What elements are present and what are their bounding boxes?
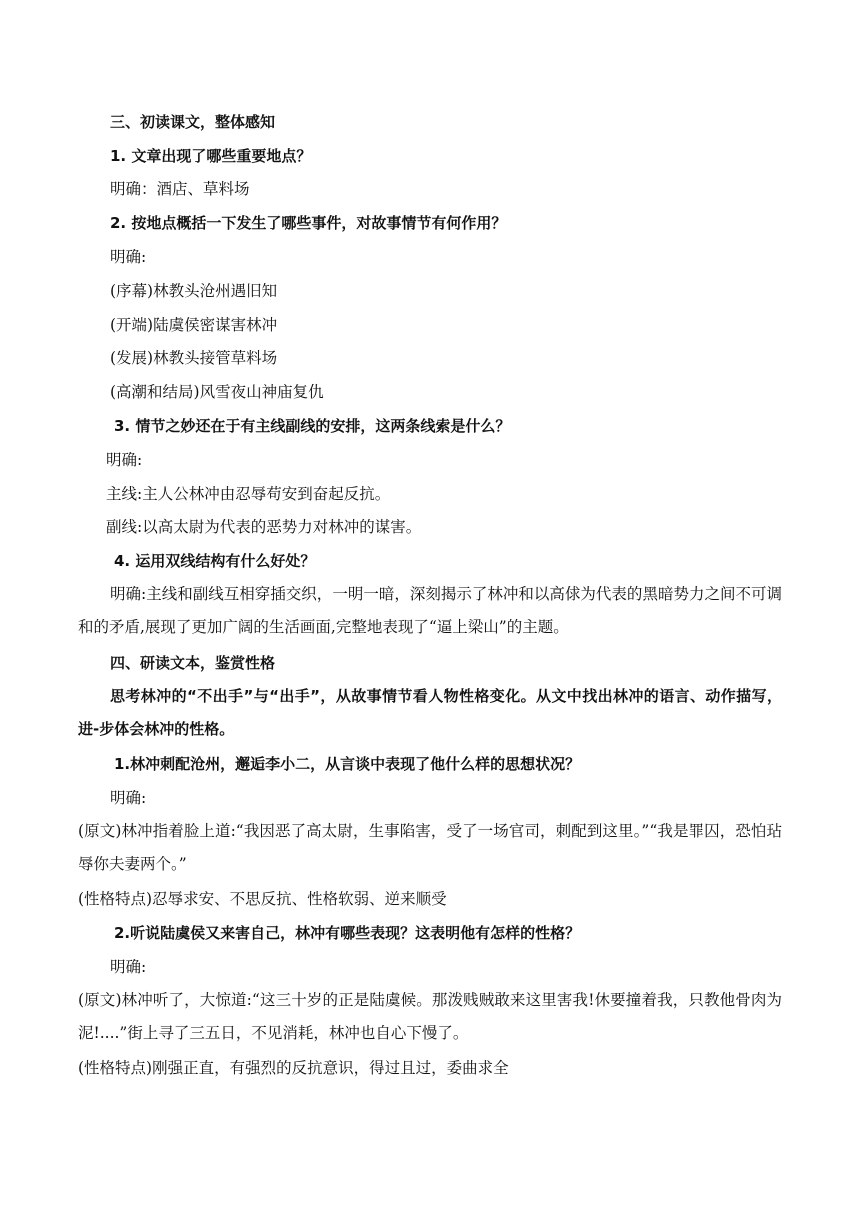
section4-answer-1-label: 明确: <box>110 789 147 807</box>
question-1: 1. 文章出现了哪些重要地点？ <box>110 147 312 165</box>
event-item: (高潮和结局)风雪夜山神庙复仇 <box>110 383 324 401</box>
section4-answer-2-trait: (性格特点)刚强正直，有强烈的反抗意识，得过且过，委曲求全 <box>78 1059 509 1077</box>
question-2: 2. 按地点概括一下发生了哪些事件，对故事情节有何作用？ <box>110 214 507 232</box>
section4-heading: 四、研读文本，鉴赏性格 <box>110 654 276 672</box>
answer-4: 明确:主线和副线互相穿插交织，一明一暗，深刻揭示了林冲和以高俅为代表的黑暗势力之间不可调和的矛盾,展现了更加广阔的生活画面,完整地表现了“逼上梁山”的主题。 <box>78 585 782 636</box>
section4-question-2: 2.听说陆虞侯又来害自己，林冲有哪些表现？这表明他有怎样的性格？ <box>114 924 581 942</box>
section4-intro: 思考林冲的“不出手”与“出手”，从故事情节看人物性格变化。从文中找出林冲的语言、动作描写，进-步体会林冲的性格。 <box>78 687 782 738</box>
answer-3-label: 明确: <box>106 451 143 469</box>
sub-line-text: 副线:以高太尉为代表的恶势力对林冲的谋害。 <box>106 518 422 536</box>
event-item: (开端)陆虞侯密谋害林冲 <box>110 316 278 334</box>
question-4: 4. 运用双线结构有什么好处？ <box>114 552 316 570</box>
answer-1: 明确：酒店、草料场 <box>110 180 250 198</box>
section4-answer-1-original: (原文)林冲指着脸上道:“我因恶了高太尉，生事陷害，受了一场官司，刺配到这里。”“我是罪囚，恐怕玷辱你夫妻两个。” <box>78 822 782 873</box>
question-3: 3. 情节之妙还在于有主线副线的安排，这两条线索是什么？ <box>114 417 511 435</box>
main-line-text: 主线:主人公林冲由忍辱苟安到奋起反抗。 <box>106 485 391 503</box>
section3-heading: 三、初读课文，整体感知 <box>110 113 276 131</box>
section4-answer-2-original: (原文)林冲听了，大惊道:“这三十岁的正是陆虞候。那泼贱贼敢来这里害我!休要撞着我，只教他骨肉为泥!....”街上寻了三五日，不见消耗，林冲也自心下慢了。 <box>78 991 782 1042</box>
section4-question-1: 1.林冲刺配沧州，邂逅李小二，从言谈中表现了他什么样的思想状况？ <box>114 755 581 773</box>
section4-answer-1-trait: (性格特点)忍辱求安、不思反抗、性格软弱、逆来顺受 <box>78 890 447 908</box>
event-item: (序幕)林教头沧州遇旧知 <box>110 282 278 300</box>
section4-answer-2-label: 明确: <box>110 958 147 976</box>
answer-2-label: 明确: <box>110 248 147 266</box>
event-item: (发展)林教头接管草料场 <box>110 349 278 367</box>
